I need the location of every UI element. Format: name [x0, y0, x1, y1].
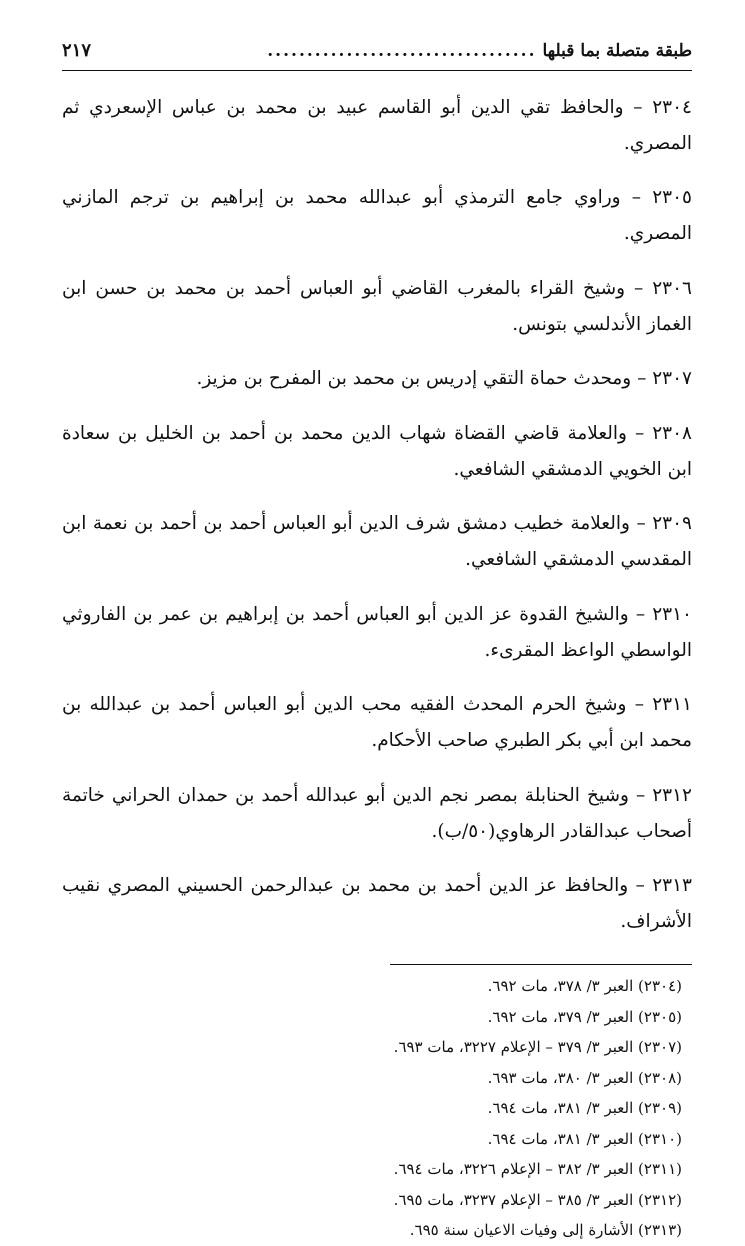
entry-number: ٢٣١٣	[652, 875, 692, 896]
footnote: (٢٣١٢) العبر ٣/ ٣٨٥ – الإعلام ٣٢٣٧، مات ٦٩٥.	[393, 1190, 682, 1209]
entry-text: – والحافظ عز الدين أحمد بن محمد بن عبدالرحمن الحسيني المصري نقيب الأشراف.	[62, 875, 692, 932]
entry-text: – والشيخ القدوة عز الدين أبو العباس أحمد بن إبراهيم بن عمر بن الفاروثي الواسطي الواعظ المقرىء.	[62, 603, 692, 661]
entry-2309	[62, 506, 692, 578]
footnote: (٢٣٠٥) العبر ٣/ ٣٧٩، مات ٦٩٢.	[487, 1007, 682, 1026]
entry-number: ٢٣١١	[652, 694, 692, 715]
footnote: (٢٣٠٤) العبر ٣/ ٣٧٨، مات ٦٩٢.	[487, 977, 682, 995]
entry-number: ٢٣١٠	[652, 603, 692, 625]
entry-2308	[62, 416, 692, 488]
footnote: (٢٣١١) العبر ٣/ ٣٨٢ – الإعلام ٣٢٢٦، مات ٦٩٤.	[393, 1160, 682, 1178]
entry-text: – وراوي جامع الترمذي أبو عبدالله محمد بن إبراهيم بن ترجم المازني المصري.	[62, 187, 692, 244]
book-page	[62, 40, 692, 1246]
entry-text: – والعلامة خطيب دمشق شرف الدين أبو العباس أحمد بن أحمد بن نعمة ابن المقدسي الدمشقي الشافعي.	[62, 513, 692, 570]
entry-number: ٢٣٠٨	[652, 422, 692, 444]
entries-list	[62, 90, 692, 941]
entry-text: – والعلامة قاضي القضاة شهاب الدين محمد بن أحمد بن الخليل بن سعادة ابن الخويي الدمشقي الشافعي.	[62, 422, 692, 480]
footnote: (٢٣٠٩) العبر ٣/ ٣٨١، مات ٦٩٤.	[487, 1099, 682, 1117]
entry-2311	[62, 687, 692, 759]
footnote-divider	[390, 964, 692, 965]
entry-text: – وشيخ الحنابلة بمصر نجم الدين أبو عبدالله أحمد بن حمدان الحراني خاتمة أصحاب عبدالقادر الرهاوي(٥٠/ب).	[62, 784, 692, 842]
entry-2306	[62, 271, 692, 343]
footnote: (٢٣١٠) العبر ٣/ ٣٨١، مات ٦٩٤.	[487, 1129, 682, 1148]
entry-text: – وشيخ القراء بالمغرب القاضي أبو العباس أحمد بن محمد بن حسن ابن الغماز الأندلسي بتونس.	[62, 277, 692, 335]
header-dot-leader: ..................................	[267, 41, 537, 61]
footnote: (٢٣١٣) الأشارة إلى وفيات الاعيان سنة ٦٩٥.	[409, 1221, 682, 1239]
entry-2310	[62, 597, 692, 669]
footnote: (٢٣٠٨) العبر ٣/ ٣٨٠، مات ٦٩٣.	[487, 1068, 682, 1087]
header-title: طبقة متصلة بما قبلها	[542, 41, 692, 61]
entry-2307	[62, 361, 692, 397]
entry-text: – ومحدث حماة التقي إدريس بن محمد بن المفرح بن مزيز.	[196, 368, 653, 389]
running-header	[62, 40, 692, 71]
entry-number: ٢٣٠٩	[652, 513, 692, 534]
entry-text: – والحافظ تقي الدين أبو القاسم عبيد بن محمد بن عباس الإسعردي ثم المصري.	[62, 96, 692, 154]
entry-2313	[62, 868, 692, 940]
entry-2312	[62, 778, 692, 850]
entry-2304	[62, 90, 692, 162]
entry-number: ٢٣٠٥	[652, 187, 692, 208]
entry-number: ٢٣١٢	[652, 784, 692, 806]
footnote: (٢٣٠٧) العبر ٣/ ٣٧٩ – الإعلام ٣٢٢٧، مات ٦٩٣.	[393, 1038, 682, 1056]
entry-2305	[62, 180, 692, 252]
page-number: ٢١٧	[62, 40, 92, 61]
entry-number: ٢٣٠٧	[652, 368, 692, 389]
entry-text: – وشيخ الحرم المحدث الفقيه محب الدين أبو العباس أحمد بن عبدالله بن محمد ابن أبي بكر الطبري صاحب الأحكام.	[62, 694, 692, 751]
entry-number: ٢٣٠٤	[652, 96, 692, 118]
entry-number: ٢٣٠٦	[652, 277, 692, 299]
footnotes-list	[62, 971, 692, 1246]
